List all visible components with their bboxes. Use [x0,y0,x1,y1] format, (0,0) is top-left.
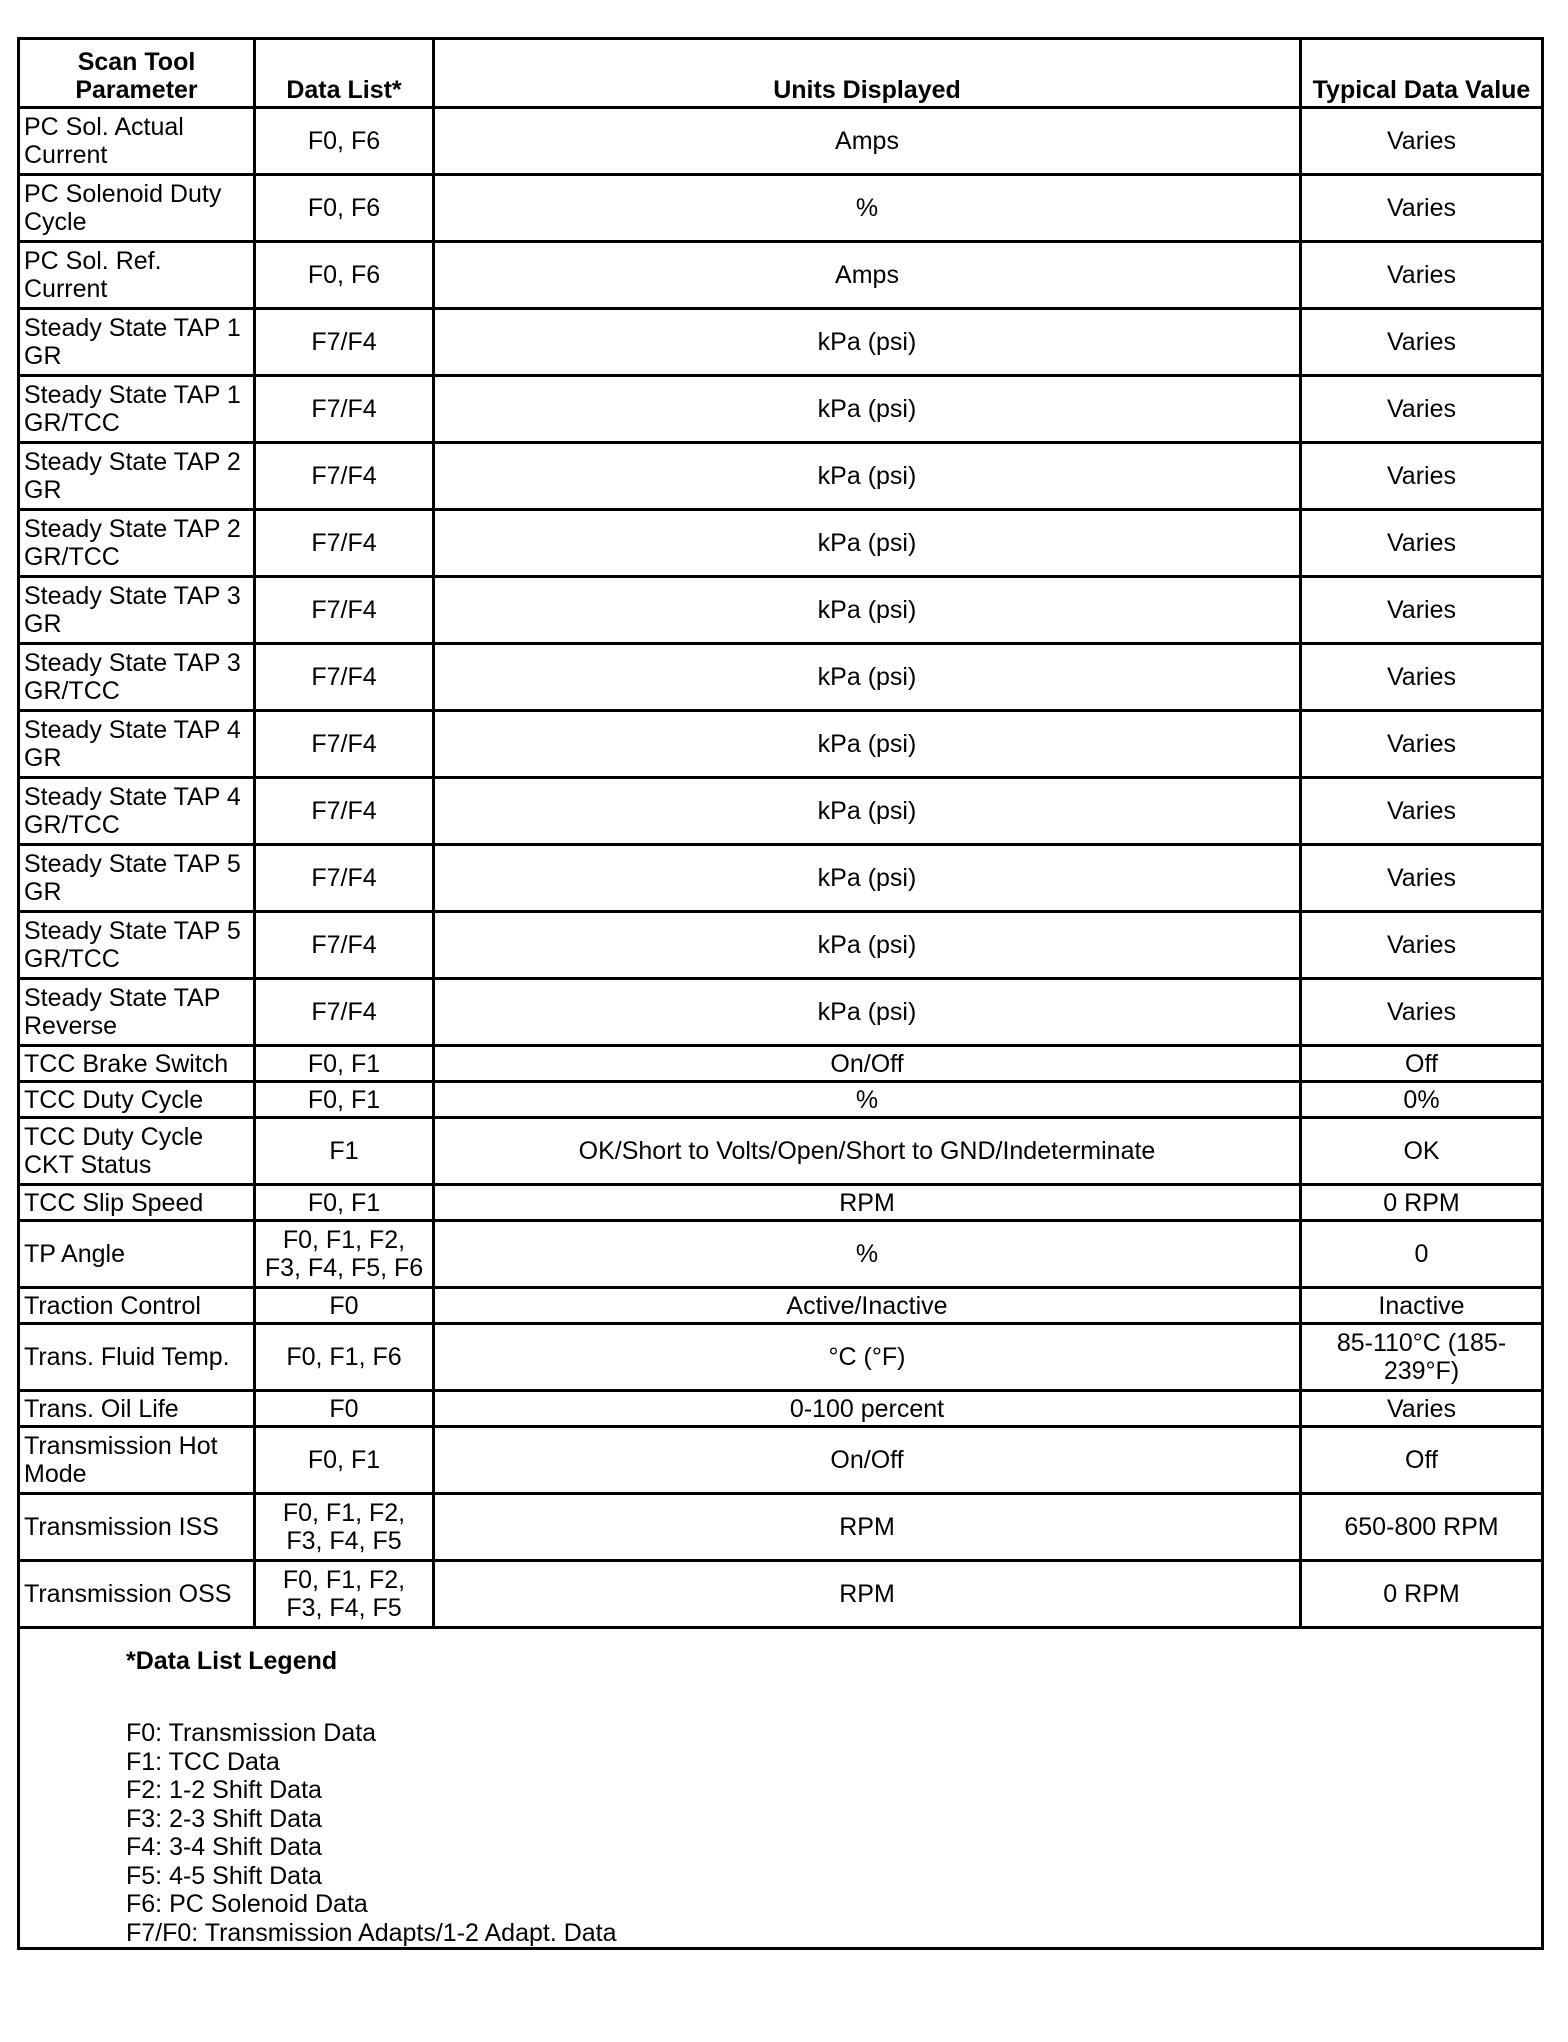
cell-units-displayed: RPM [434,1494,1301,1561]
cell-parameter: TCC Duty Cycle [19,1082,255,1118]
table-row [19,912,1543,979]
table-row [19,1494,1543,1561]
cell-units-displayed: 0-100 percent [434,1391,1301,1427]
cell-parameter: Steady State TAP 5 GR/TCC [19,912,255,979]
cell-units-displayed: kPa (psi) [434,711,1301,778]
table-row [19,644,1543,711]
cell-typical-data-value: Varies [1301,175,1543,242]
cell-units-displayed: Active/Inactive [434,1288,1301,1324]
legend-row [19,1628,1543,1949]
cell-parameter: PC Sol. Ref. Current [19,242,255,309]
table-row [19,1427,1543,1494]
cell-units-displayed: % [434,1221,1301,1288]
cell-parameter: TCC Slip Speed [19,1185,255,1221]
cell-units-displayed: kPa (psi) [434,577,1301,644]
cell-typical-data-value: Varies [1301,644,1543,711]
cell-data-list: F0, F1, F2, F3, F4, F5 [255,1561,434,1628]
table-row [19,1082,1543,1118]
cell-data-list: F7/F4 [255,577,434,644]
cell-units-displayed: On/Off [434,1427,1301,1494]
cell-data-list: F0, F1, F2, F3, F4, F5, F6 [255,1221,434,1288]
table-row [19,242,1543,309]
cell-typical-data-value: Varies [1301,376,1543,443]
cell-typical-data-value: OK [1301,1118,1543,1185]
cell-typical-data-value: Inactive [1301,1288,1543,1324]
cell-data-list: F0, F6 [255,108,434,175]
cell-data-list: F0, F1 [255,1427,434,1494]
cell-parameter: Steady State TAP Reverse [19,979,255,1046]
cell-typical-data-value: Off [1301,1427,1543,1494]
legend-item: F2: 1-2 Shift Data [126,1776,322,1804]
cell-data-list: F0, F1, F2, F3, F4, F5 [255,1494,434,1561]
table-row [19,1221,1543,1288]
table-row [19,1561,1543,1628]
cell-parameter: Steady State TAP 3 GR [19,577,255,644]
cell-typical-data-value: Varies [1301,845,1543,912]
cell-typical-data-value: Varies [1301,309,1543,376]
cell-units-displayed: kPa (psi) [434,644,1301,711]
cell-typical-data-value: 0 RPM [1301,1561,1543,1628]
cell-data-list: F7/F4 [255,845,434,912]
cell-typical-data-value: Varies [1301,577,1543,644]
table-row [19,175,1543,242]
table-row [19,309,1543,376]
cell-typical-data-value: Off [1301,1046,1543,1082]
cell-data-list: F0, F1 [255,1082,434,1118]
table-row [19,1324,1543,1391]
cell-units-displayed: °C (°F) [434,1324,1301,1391]
cell-typical-data-value: Varies [1301,510,1543,577]
cell-typical-data-value: 0 [1301,1221,1543,1288]
cell-parameter: Steady State TAP 2 GR/TCC [19,510,255,577]
table-row [19,1118,1543,1185]
cell-typical-data-value: 85-110°C (185-239°F) [1301,1324,1543,1391]
cell-typical-data-value: 0% [1301,1082,1543,1118]
cell-typical-data-value: Varies [1301,778,1543,845]
cell-parameter: Steady State TAP 2 GR [19,443,255,510]
table-row [19,1185,1543,1221]
document-page [17,37,1541,1950]
cell-data-list: F1 [255,1118,434,1185]
cell-typical-data-value: Varies [1301,711,1543,778]
table-row [19,510,1543,577]
cell-data-list: F7/F4 [255,309,434,376]
cell-parameter: PC Solenoid Duty Cycle [19,175,255,242]
cell-typical-data-value: Varies [1301,1391,1543,1427]
cell-data-list: F7/F4 [255,644,434,711]
legend-item: F6: PC Solenoid Data [126,1890,368,1918]
table-row [19,1046,1543,1082]
cell-units-displayed: On/Off [434,1046,1301,1082]
cell-data-list: F7/F4 [255,912,434,979]
cell-typical-data-value: 650-800 RPM [1301,1494,1543,1561]
legend-list [126,1719,1535,1947]
table-row [19,443,1543,510]
table-row [19,577,1543,644]
cell-data-list: F7/F4 [255,376,434,443]
cell-units-displayed: % [434,175,1301,242]
cell-units-displayed: RPM [434,1561,1301,1628]
legend-item: F1: TCC Data [126,1747,280,1776]
cell-parameter: Steady State TAP 5 GR [19,845,255,912]
cell-units-displayed: kPa (psi) [434,778,1301,845]
cell-data-list: F0, F1, F6 [255,1324,434,1391]
legend-item: F0: Transmission Data [126,1719,377,1747]
cell-units-displayed: Amps [434,242,1301,309]
cell-parameter: Transmission ISS [19,1494,255,1561]
cell-data-list: F0, F6 [255,242,434,309]
scan-tool-data-table [17,37,1544,1950]
cell-typical-data-value: Varies [1301,979,1543,1046]
table-row [19,1391,1543,1427]
cell-units-displayed: kPa (psi) [434,309,1301,376]
table-row [19,979,1543,1046]
cell-parameter: Steady State TAP 1 GR/TCC [19,376,255,443]
cell-data-list: F0, F1 [255,1185,434,1221]
header-parameter: Scan Tool Parameter [19,39,255,108]
header-typical-data-value: Typical Data Value [1301,39,1543,108]
cell-parameter: Transmission OSS [19,1561,255,1628]
table-row [19,711,1543,778]
legend-item: F3: 2-3 Shift Data [126,1804,322,1833]
cell-parameter: Transmission Hot Mode [19,1427,255,1494]
cell-units-displayed: Amps [434,108,1301,175]
legend-item: F5: 4-5 Shift Data [126,1861,322,1890]
table-body [19,108,1543,1628]
header-units-displayed: Units Displayed [434,39,1301,108]
legend-item: F7/F0: Transmission Adapts/1-2 Adapt. Data [126,1918,617,1947]
cell-parameter: Steady State TAP 4 GR/TCC [19,778,255,845]
cell-parameter: Steady State TAP 3 GR/TCC [19,644,255,711]
cell-units-displayed: kPa (psi) [434,912,1301,979]
legend-title: *Data List Legend [126,1647,338,1675]
cell-typical-data-value: Varies [1301,242,1543,309]
cell-data-list: F7/F4 [255,510,434,577]
cell-parameter: PC Sol. Actual Current [19,108,255,175]
cell-data-list: F0, F1 [255,1046,434,1082]
cell-parameter: Steady State TAP 4 GR [19,711,255,778]
cell-parameter: Steady State TAP 1 GR [19,309,255,376]
cell-units-displayed: OK/Short to Volts/Open/Short to GND/Indeterminate [434,1118,1301,1185]
table-row [19,778,1543,845]
table-row [19,108,1543,175]
table-row [19,1288,1543,1324]
cell-parameter: Trans. Fluid Temp. [19,1324,255,1391]
cell-units-displayed: kPa (psi) [434,376,1301,443]
cell-units-displayed: kPa (psi) [434,443,1301,510]
cell-typical-data-value: Varies [1301,443,1543,510]
header-data-list: Data List* [255,39,434,108]
cell-units-displayed: kPa (psi) [434,510,1301,577]
cell-typical-data-value: 0 RPM [1301,1185,1543,1221]
cell-data-list: F7/F4 [255,711,434,778]
cell-units-displayed: % [434,1082,1301,1118]
cell-parameter: TCC Brake Switch [19,1046,255,1082]
cell-units-displayed: RPM [434,1185,1301,1221]
table-row [19,376,1543,443]
cell-parameter: Trans. Oil Life [19,1391,255,1427]
cell-parameter: TCC Duty Cycle CKT Status [19,1118,255,1185]
cell-data-list: F0, F6 [255,175,434,242]
table-row [19,845,1543,912]
table-header-row [19,39,1543,108]
cell-parameter: Traction Control [19,1288,255,1324]
cell-parameter: TP Angle [19,1221,255,1288]
cell-data-list: F7/F4 [255,979,434,1046]
cell-units-displayed: kPa (psi) [434,979,1301,1046]
cell-data-list: F7/F4 [255,778,434,845]
cell-data-list: F0 [255,1391,434,1427]
legend-item: F4: 3-4 Shift Data [126,1833,322,1861]
cell-typical-data-value: Varies [1301,912,1543,979]
cell-units-displayed: kPa (psi) [434,845,1301,912]
data-list-legend [19,1628,1543,1949]
cell-typical-data-value: Varies [1301,108,1543,175]
cell-data-list: F0 [255,1288,434,1324]
cell-data-list: F7/F4 [255,443,434,510]
